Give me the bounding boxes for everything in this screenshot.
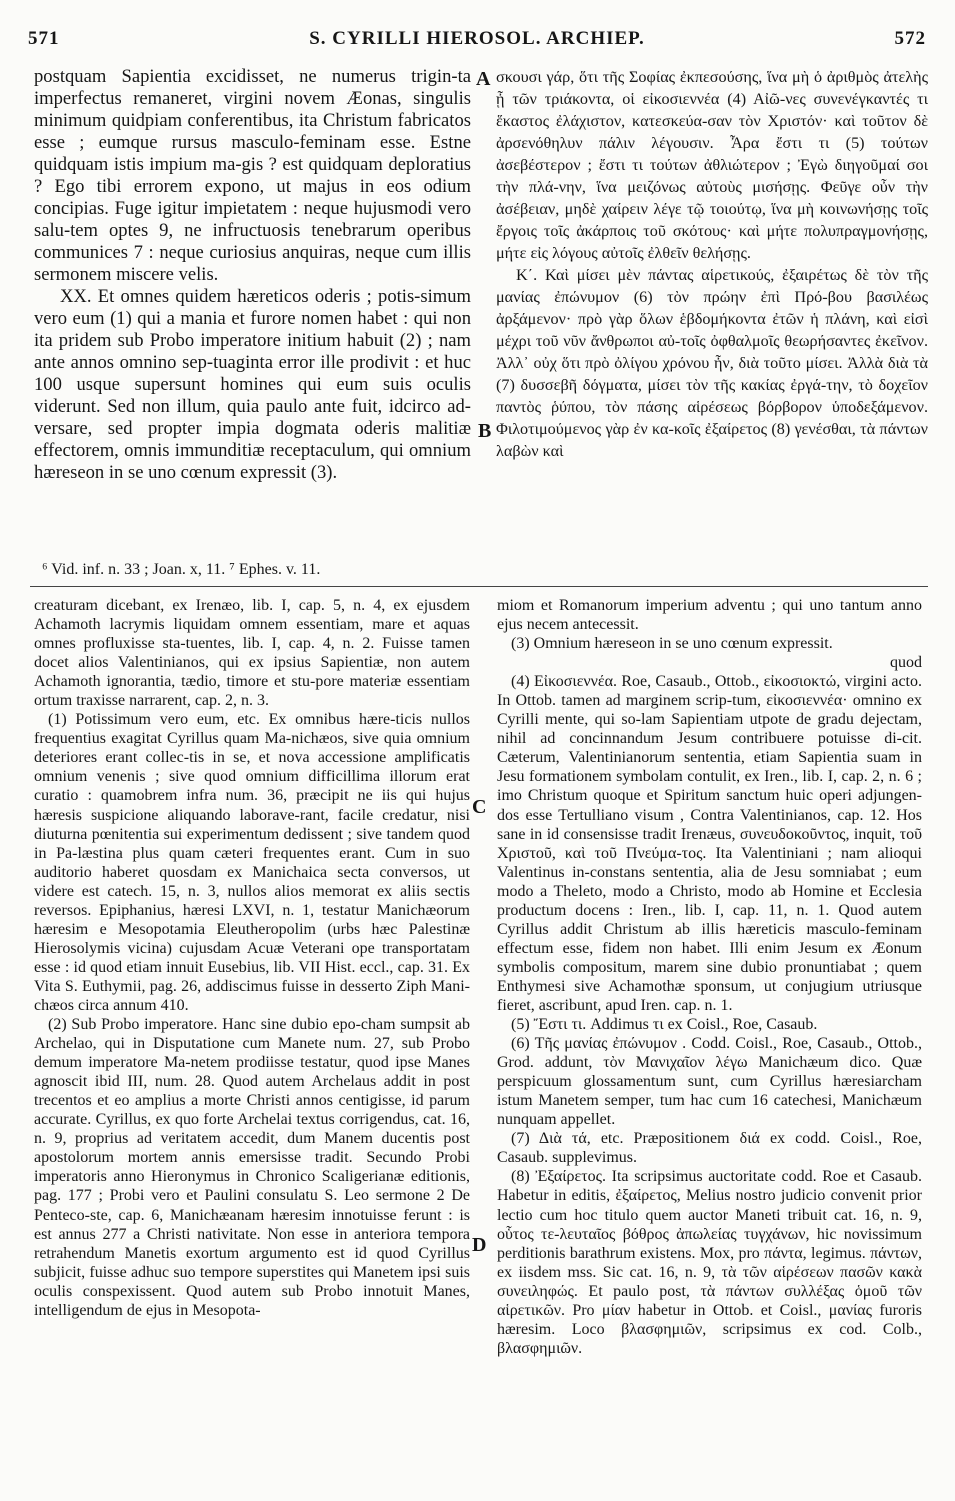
scripture-footnote: ⁶ Vid. inf. n. 33 ; Joan. x, 11. ⁷ Ephes. v. 11. <box>42 561 321 578</box>
greek-paragraph: Κ΄. Καὶ μίσει μὲν πάντας αἱρετικούς, ἐξαιρέτως δὲ τὸν τῆς μανίας ἐπώνυμον (6) τὸν πρώην ἐπὶ Πρό-βου βασιλέως ἀρξάμενον· πρὸ γὰρ ὅλων ἑβδομήκοντα ἐτῶν ἡ πλάνη, καὶ εἰσὶ μέχρι τοῦ νῦν ἄνθρωποι αὐ-τοῖς ὀφθαλμοῖς θεωρήσαντες ἐκεῖνον. Ἀλλ᾽ οὐχ ὅτι πρὸ ὀλίγου χρόνου ἦν, διὰ τοῦτο μίσει. Ἀλλὰ διὰ τὰ (7) δυσσεβῆ δόγματα, μίσει τὸν τῆς κακίας ἐργά-την, τὸ δοχεῖον παντὸς ῥύπου, τὸν πάσης αἱρέσεως βόρβορον ὑποδεξάμενον. Φιλοτιμούμενος γὰρ ἐν κα-κοῖς ἐξαίρετος (8) γενέσθαι, τὰ πάντων λαβὼν καὶ <box>496 266 928 460</box>
note-paragraph: quod <box>890 654 922 672</box>
note-paragraph: (7) Διὰ τά, etc. Præpositionem διά ex codd. Coisl., Roe, Casaub. supplevimus. <box>497 1130 922 1167</box>
note-paragraph: (8) Ἐξαίρετος. Ita scripsimus auctoritate codd. Roe et Casaub. Habetur in editis, ἐξαίρετος, Melius nostro judicio convenit prior lectio cum hoc titulo quem auctor Maneti tribuit cat. 16, n. 9, οὗτος τε-λευταῖος βόθρος ἀπωλείας τυγχάνων, hic novissimum perditionis barathrum existens. Mox, pro πάντα, legimus. πάντων, ex iisdem mss. Sic cat. 16, n. 9, τὰ τῶν αἱρέσεων πασῶν κακὰ συνειληφώς. Et paulo post, τὰ πάντων συλλέξας ὁμοῦ τῶν αἱρετικῶν. Pro μίαν habetur in Ottob. et Coisl., μανίας furoris hæresim. Loco βλασφημιῶν, scripsimus ex cod. Colb., βλασφημιῶν. <box>497 1168 922 1357</box>
note-paragraph: miom et Romanorum imperium adventu ; qui uno tantum anno ejus necem antecessit. <box>497 597 922 634</box>
notes-divider <box>30 586 928 587</box>
latin-main-text <box>34 66 471 484</box>
note-paragraph: (2) Sub Probo imperatore. Hanc sine dubio epo-cham sumpsit ab Archelao, qui in Disputatione cum Manete num. 27, sub Probo demum imperatore Ma-netem prodiisse testatur, quod ipse Manes agnoscit ibid III, num. 28. Quod autem Archelaus addit in post trecentos et eo amplius a morte Christi annos centigisse, id parum accurate. Cyrillus, ex quo forte Archelai textus corrigendus, cat. 16, n. 9, proprius ad veritatem accedit, dum Manem ducentis post apostolorum mortem annis emersisse tradit. Secundo Probi imperatoris anno Hieronymus in Chronico Scaligerianæ editionis, pag. 177 ; Probi vero et Paulini consulatu S. Leo sermone 2 De Penteco-ste, cap. 6, Manichæanam hæresim innotuisse ferunt : is est annus 277 a Christi nativitate. Non esse in anteriora tempora retrahendum Manetis exortum argumento est id quod Cyrillus subjicit, fuisse adhuc suo tempore superstites qui Manetem ipsi suis oculis conspexissent. Quod autem sub Probo innotuit Manes, intelligendum de ejus in Mesopota- <box>34 1016 470 1319</box>
notes-left-column <box>34 596 470 1320</box>
note-paragraph: (1) Potissimum vero eum, etc. Ex omnibus hære-ticis nullos frequentius exagitat Cyrillus quam Ma-nichæos, sive quia omnium deteriores erant collec-tis in se, et nova accessione amplificatis omnium venenis ; sive quod omnium difficillima illorum erat curatio : quamobrem infra num. 36, præcipit ne iis qui hujus hæresis suspicione aliquando laborave-rant, facile credatur, nisi diuturna pœnitentia sui experimentum dedissent ; sive tandem quod in Pa-læstina plus quam cæteri frequentes erant. Cum in suo auditorio haberet quosdam ex Manichaica secta conversos, ut videre est catech. 15, n. 3, nullos alios memorat ex aliis sectis reversos. Epiphanius, hæresi LXVI, n. 1, testatur Manichæorum hæresim e Mesopotamia Eleutheropolim (urbs hæc Palestinæ Hierosolymis vicina) cujusdam Acuæ Veterani ope transportatam esse : id quod etiam innuit Eusebius, lib. VII Hist. eccl., cap. 31. Ex Vita S. Euthymii, pag. 26, addiscimus fuisse in desserto Ziph Mani-chæos circa annum 410. <box>34 711 470 1014</box>
right-page-number: 572 <box>894 28 926 49</box>
note-paragraph: (6) Τῆς μανίας ἐπώνυμον . Codd. Coisl., Roe, Casaub., Ottob., Grod. addunt, τὸν Μανιχαῖον λέγω Manichæum dico. Quæ perspicuum glossamentum sunt, cum Cyrillus hæresiarcham istum Manetem semper, tum hac cum 16 catechesi, Manichæum nunquam appellet. <box>497 1035 922 1129</box>
latin-paragraph: postquam Sapientia excidisset, ne numerus trigin-ta imperfectus remaneret, virgini novem Æonas, singulis minimum quidpiam conferentibus, ita Christum fabricatos esse ; eumque rursus masculo-feminam esse. Estne quidquam istis impium ma-gis ? est quidquam deploratius ? Ego tibi errorem expono, ut majus in eos odium concipias. Fuge igitur impietatem : neque hujusmodi vero salu-tem optes 9, ne infructuosis tenebrarum operibus communices 7 : neque curiosius anquiras, neque cum illis sermonem miscere velis. <box>34 66 471 285</box>
note-paragraph: (4) Εἰκοσιεννέα. Roe, Casaub., Ottob., εἰκοσιοκτώ, virgini acto. In Ottob. tamen ad marginem scrip-tum, εἰκοσιεννέα· omnino ex Cyrilli mente, qui so-lam Sapientiam utpote de gradu dejectam, nihil ad concinnandum Jesum contribuere potuisse di-cit. Cæterum, Valentinianorum sententia, etiam Sapientia suam in Jesu formationem symbolam contulit, ex Iren., lib. I, cap. 2, n. 6 ; imo Christum quoque et Spiritum sanctum huic operi adjungen-dos esse Tertulliano visum , Contra Valentinianos, cap. 12. Hos sane in id consensisse tradit Irenæus, συνευδοκοῦντος, inquit, τοῦ Χριστοῦ, καὶ τοῦ Πνεύμα-τος. Ita Valentiniani ; nam alioqui Valentinus in-constans sententia, alia de Jesu somniabat ; eum modo a Theleto, modo a Christo, modo ab Homine et Ecclesia productum docens : Iren., lib. I, cap. 11, n. 1. Quod autem Cyrillus addit Christum ab illis hæreticis masculo-feminam effectum esse, fidem non habet. Illi enim Jesum ex Æonum symbolis compositum, marem sine dubio pronuntiabat ; quem Enthymesi sive Achamothæ sponsum, ut conjugium utriusque fieret, ascribunt, apud Iren. cap. n. 1. <box>497 673 922 1014</box>
note-paragraph: (3) Omnium hæreseon in se uno cœnum expressit. <box>511 635 833 653</box>
note-paragraph: (5) Ἔστι τι. Addimus τι ex Coisl., Roe, Casaub. <box>511 1016 818 1034</box>
running-title: S. CYRILLI HIEROSOL. ARCHIEP. <box>309 28 645 49</box>
note-paragraph: creaturam dicebant, ex Irenæo, lib. I, cap. 5, n. 4, ex ejusdem Achamoth lacrymis liquidam omnem essentiam, mare et aquas omnes profluxisse sta-tuentes, lib. I, cap. 4, n. 2. Fuisse tamen docet alios Valentinianos, qui ex ipsius Sapientiæ, non autem Achamoth ignorantia, tædio, timore et stu-pore materiæ essentiam ortum traxisse narrarent, cap. 2, n. 3. <box>34 597 470 710</box>
latin-paragraph: XX. Et omnes quidem hæreticos oderis ; potis-simum vero eum (1) qui a mania et furore nomen habet : qui non ita pridem sub Probo imperatore initium habuit (2) ; nam ante annos omnino sep-tuaginta error ille prodivit : et huc 100 usque supersunt homines qui eum suis oculis viderunt. Sed non illum, quia paulo ante fuit, idcirco ad-versare, sed propter impia dogmata oderis malitiæ effectorem, omnis immunditiæ receptaculum, qui omnium hæreseon in se uno cœnum expressit (3). <box>34 286 471 483</box>
notes-right-column <box>497 596 922 1358</box>
margin-marker-a: A <box>476 68 491 90</box>
margin-marker-b: B <box>478 420 492 442</box>
margin-marker-d: D <box>472 1234 487 1256</box>
greek-paragraph: σκουσι γάρ, ὅτι τῆς Σοφίας ἐκπεσούσης, ἵνα μὴ ὁ ἀριθμὸς ἀτελὴς ᾖ τῶν τριάκοντα, οἱ εἰκοσιεννέα (4) Αἰῶ-νες συνενέγκαντές τι ἕκαστος ἐλάχιστον, κατεσκεύα-σαν τὸν Χριστόν· καὶ τοῦτον δὲ ἀρσενόθηλυν πάλιν λέγουσιν. Ἆρα ἔστι τι (5) τούτων ἀσεβέστερον ; ἔστι τι τούτων ἀθλιώτερον ; Ἐγὼ διηγοῦμαί σοι τὴν πλά-νην, ἵνα μειζόνως αὐτοὺς μισήσῃς. Φεῦγε οὖν τὴν ἀσέβειαν, μηδὲ χαίρειν λέγε τῷ τοιούτῳ, ἵνα μὴ κοινωνήσῃς τοῖς ἔργοις τοῖς ἀκάρποις τοῦ σκότους· καὶ μήτε πολυπραγμονήσῃς, μήτε εἰς λόγους αὐτοῖς ἐλθεῖν θελήσῃς. <box>496 68 928 262</box>
left-page-number: 571 <box>28 28 60 49</box>
greek-main-text <box>496 66 928 462</box>
page-header <box>28 28 926 56</box>
margin-marker-c: C <box>472 796 487 818</box>
